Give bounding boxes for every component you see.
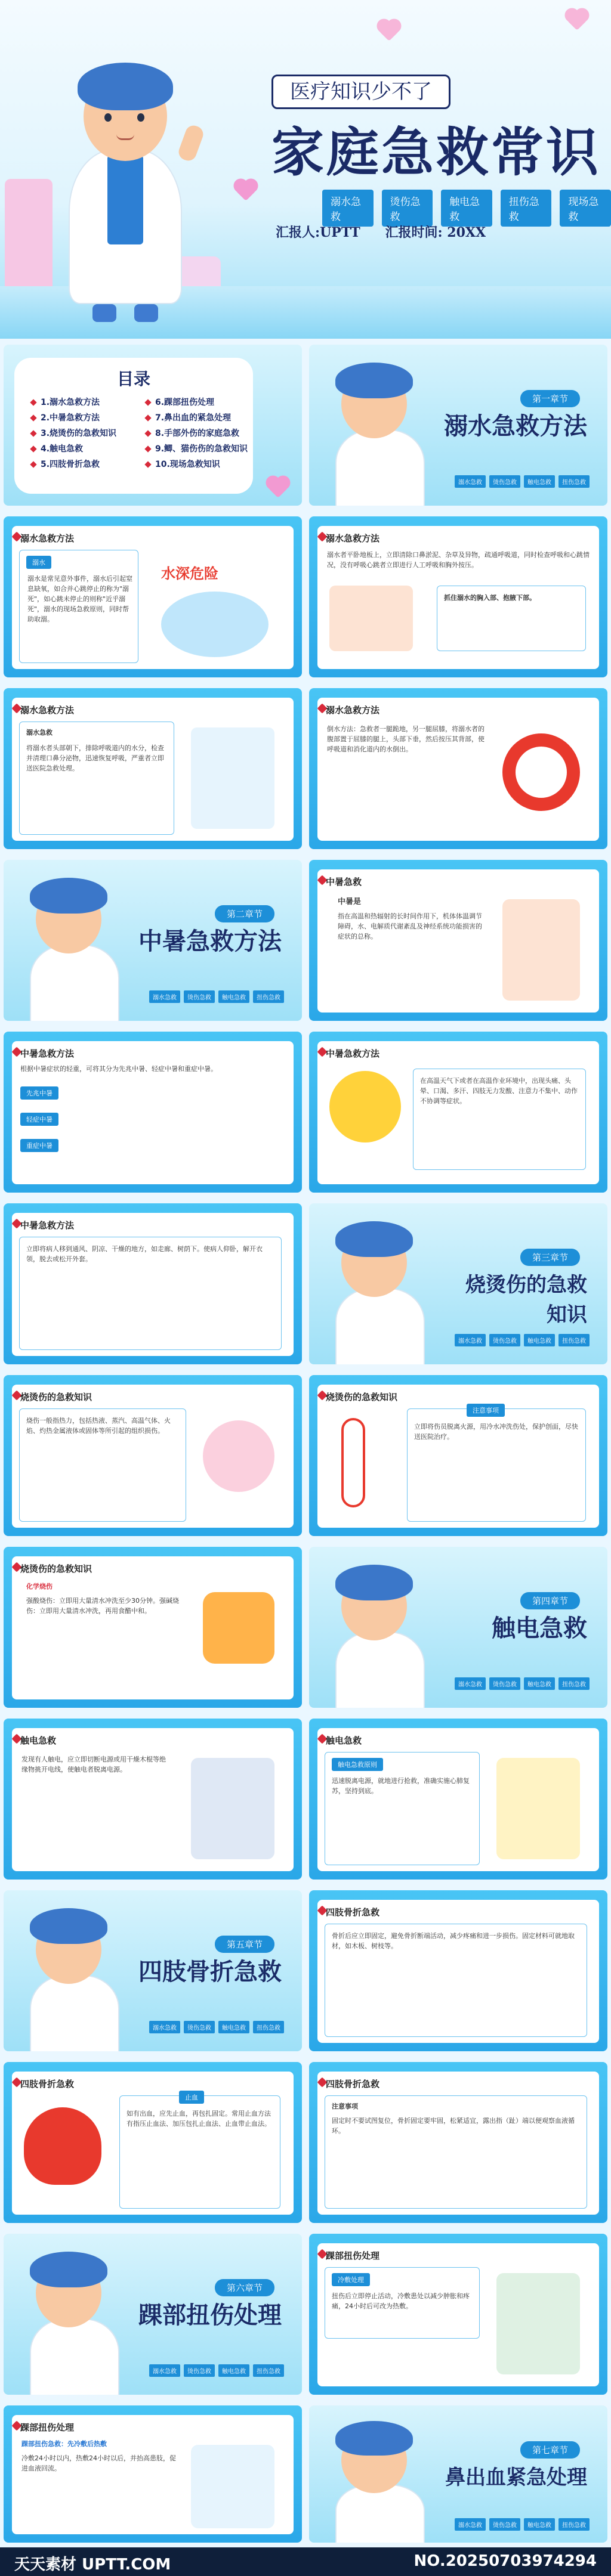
footer-number: NO.20250703974294 <box>413 2552 597 2570</box>
slide-title: 中暑急救方法 <box>326 1048 380 1059</box>
chapter-tag: 扭伤急救 <box>558 1334 590 1346</box>
heart-blood-illustration <box>24 2107 101 2185</box>
chapter-tag: 溺水急救 <box>149 990 180 1003</box>
doctors-illustration <box>191 2445 274 2528</box>
drown-slide-1 <box>4 516 302 677</box>
slide-text: 指在高温和热辐射的长时间作用下，机体体温调节障碍，水、电解质代谢紊乱及神经系统功能损害的症状的总称。 <box>338 912 482 940</box>
chapter-tags <box>455 1334 590 1346</box>
slide-text: 固定时不要试图复位，骨折固定要牢固，松紧适宜，露出指（趾）端以便观察血液循环。 <box>332 2117 575 2135</box>
doctor-illustration <box>12 873 131 1021</box>
slide-title: 踝部扭伤处理 <box>20 2422 75 2433</box>
chapter-tag: 触电急救 <box>218 2021 249 2033</box>
toc-item[interactable]: 10.现场急救知识 <box>146 457 248 472</box>
heart-decoration <box>567 10 587 30</box>
toc-item[interactable]: 1.溺水急救方法 <box>31 395 116 410</box>
toc-title: 目录 <box>116 369 150 389</box>
slide-note: 抓住溺水的胸入部、抱腋下部。 <box>444 594 536 602</box>
burn-slide-2 <box>309 1375 607 1536</box>
slide-label: 注意事项 <box>467 1404 505 1417</box>
chapter-tag: 溺水急救 <box>455 475 486 488</box>
slide-text: 在高温天气下或者在高温作业环境中，出现头痛、头晕、口渴、多汗、四肢无力发酸、注意力不集中、动作不协调等症状。 <box>420 1077 578 1105</box>
reporter: 汇报人:UPTT <box>276 225 360 240</box>
slide-text: 将溺水者头部朝下，排除呼吸道内的水分，检查并清理口鼻分泌物，迅速恢复呼吸，严重者立即送医院急救处理。 <box>26 744 164 772</box>
chapter-tag: 溺水急救 <box>149 2364 180 2377</box>
chapter-tag: 触电急救 <box>524 475 555 488</box>
chapter-tags <box>149 2364 284 2377</box>
heatstroke-illustration <box>502 899 580 1001</box>
chapter-tags <box>149 990 284 1003</box>
chapter-tag: 烫伤急救 <box>489 1677 520 1690</box>
chapter-title: 四肢骨折急救 <box>138 1958 282 1986</box>
chapter-tag: 触电急救 <box>218 2364 249 2377</box>
footer-site: 天天素材 UPTT.COM <box>14 2556 171 2574</box>
heat-slide-3 <box>309 1032 607 1193</box>
slide-text: 立即将伤员脱离火源，用冷水冲洗伤处，保护创面，尽快送医院治疗。 <box>414 1423 578 1441</box>
cover-title: 家庭急救常识 <box>271 121 601 183</box>
slide-title: 踝部扭伤处理 <box>326 2250 380 2261</box>
chapter-tag: 烫伤急救 <box>489 475 520 488</box>
chapter-1-slide <box>309 345 607 506</box>
heat-slide-4 <box>4 1203 302 1364</box>
drown-slide-2 <box>309 516 607 677</box>
watermark-footer <box>0 2547 611 2576</box>
slide-label: 止血 <box>179 2091 204 2104</box>
slide-text: 发现有人触电，应立即切断电源或用干燥木棍等绝缘物挑开电线，使触电者脱离电源。 <box>21 1755 166 1773</box>
chapter-title: 烧烫伤的急救知识 <box>465 1273 587 1327</box>
chapter-tag: 扭伤急救 <box>253 2021 284 2033</box>
cover-tag: 现场急救 <box>560 190 611 227</box>
chapter-badge: 第二章节 <box>215 905 274 922</box>
chapter-tag: 烫伤急救 <box>184 990 215 1003</box>
slide-title: 溺水急救方法 <box>326 533 380 544</box>
slide-text: 溺水是常见意外事件，溺水后引起窒息缺氧，如合并心跳停止的称为"溺死"，如心跳未停止的则称"近乎溺死"，溺水的现场急救原则，同时帮助取溺。 <box>27 575 132 623</box>
doctor-illustration <box>317 1216 437 1364</box>
drown-slide-3 <box>4 688 302 849</box>
chapter-tags <box>149 2021 284 2033</box>
slide-label: 溺水 <box>26 556 51 569</box>
ankle-illustration <box>496 2273 580 2374</box>
toc-item[interactable]: 9.鲫、猫伤伤的急救知识 <box>146 441 248 457</box>
slide-text: 强酸烧伤：立即用大量清水冲洗至少30分钟。强碱烧伤：立即用大量清水冲洗，再用食醋中和。 <box>26 1597 179 1615</box>
chapter-badge: 第四章节 <box>520 1592 580 1609</box>
slide-text: 如有出血，应先止血，再包扎固定。常用止血方法有指压止血法、加压包扎止血法、止血带止血法。 <box>126 2110 271 2128</box>
chapter-tag: 触电急救 <box>524 1677 555 1690</box>
chapter-tag: 扭伤急救 <box>558 2518 590 2531</box>
slide-subhead: 注意事项 <box>332 2103 358 2110</box>
heat-slide-1 <box>309 860 607 1021</box>
chapter-tag: 溺水急救 <box>455 2518 486 2531</box>
chapter-7-slide <box>309 2405 607 2543</box>
doctor-illustration <box>317 358 437 506</box>
slide-text: 骨折后应立即固定，避免骨折断端活动，减少疼痛和进一步损伤。固定材料可就地取材，如木板、树枝等。 <box>332 1932 575 1950</box>
chapter-title: 踝部扭伤处理 <box>138 2301 282 2329</box>
cover-tag: 触电急救 <box>441 190 492 227</box>
chapter-3-slide <box>309 1203 607 1364</box>
chapter-tag: 烫伤急救 <box>489 1334 520 1346</box>
cover-tag: 烫伤急救 <box>382 190 433 227</box>
slide-text: 冷敷24小时以内，热敷24小时以后，并抬高患肢，促进血液回流。 <box>21 2454 176 2472</box>
toc-item[interactable]: 5.四肢骨折急救 <box>31 457 116 472</box>
chapter-tag: 扭伤急救 <box>558 475 590 488</box>
severity-label: 重症中暑 <box>20 1139 58 1152</box>
slide-title: 中暑急救 <box>326 877 362 887</box>
swimmer-illustration <box>161 592 269 657</box>
burn-slide-3 <box>4 1547 302 1708</box>
chapter-title: 鼻出血紧急处理 <box>445 2466 587 2490</box>
toc-slide <box>4 345 302 506</box>
doctor-illustration <box>317 2419 437 2543</box>
chapter-tag: 溺水急救 <box>149 2021 180 2033</box>
drown-slide-4 <box>309 688 607 849</box>
doctor-illustration <box>12 1903 131 2051</box>
toc-item[interactable]: 7.鼻出血的紧急处理 <box>146 410 248 426</box>
elec-slide-2 <box>309 1719 607 1880</box>
toc-list-left <box>31 395 116 472</box>
cover-tag: 扭伤急救 <box>501 190 552 227</box>
rescue-illustration <box>329 586 413 651</box>
thermometer-icon <box>341 1418 365 1507</box>
toc-item[interactable]: 6.踝部扭伤处理 <box>146 395 248 410</box>
slide-label: 触电急救原则 <box>332 1758 383 1771</box>
chapter-badge: 第六章节 <box>215 2279 274 2296</box>
slide-title: 四肢骨折急救 <box>326 2079 380 2089</box>
chapter-tag: 烫伤急救 <box>184 2021 215 2033</box>
chapter-4-slide <box>309 1547 607 1708</box>
chapter-tag: 触电急救 <box>218 990 249 1003</box>
toc-list-right <box>146 395 248 472</box>
cover-tag: 溺水急救 <box>322 190 374 227</box>
chapter-tag: 扭伤急救 <box>253 990 284 1003</box>
heart-decoration <box>268 478 288 498</box>
chapter-tag: 烫伤急救 <box>184 2364 215 2377</box>
slide-text: 烧伤一般指热力，包括热液、蒸汽、高温气体、火焰、灼热金属液体或固体等所引起的组织损伤。 <box>26 1417 171 1435</box>
slide-text: 立即将病人移到通风、阴凉、干燥的地方，如走廊、树荫下。使病人仰卧，解开衣领，脱去或松开外套。 <box>26 1245 263 1263</box>
chapter-2-slide <box>4 860 302 1021</box>
chapter-tag: 烫伤急救 <box>489 2518 520 2531</box>
chapter-title: 中暑急救方法 <box>138 927 282 955</box>
burn-illustration <box>203 1420 274 1492</box>
slide-text: 根据中暑症状的轻重，可将其分为先兆中暑、轻症中暑和重症中暑。 <box>20 1065 217 1073</box>
slide-text: 迅速脱离电源，就地进行抢救，准确实施心肺复苏，坚持到底。 <box>332 1777 470 1795</box>
chapter-badge: 第七章节 <box>520 2441 580 2459</box>
cover-slide <box>0 0 611 339</box>
heart-decoration <box>379 21 399 41</box>
slide-title: 溺水急救方法 <box>326 705 380 716</box>
chapter-tag: 溺水急救 <box>455 1677 486 1690</box>
ankle-slide-1 <box>309 2234 607 2395</box>
doctor-illustration <box>36 60 215 322</box>
slide-title: 四肢骨折急救 <box>20 2079 75 2089</box>
chapter-title: 溺水急救方法 <box>444 412 587 440</box>
slide-text: 倒水方法：急救者一腿跪地，另一腿屈膝，将溺水者的腹部置于屈膝的腿上，头部下垂，然后按压其背部，使呼吸道和消化道内的水倒出。 <box>327 725 485 753</box>
toc-item[interactable]: 3.烧烫伤的急救知识 <box>31 426 116 441</box>
doctor-illustration <box>317 1560 437 1708</box>
danger-badge: 水深危险 <box>161 565 218 582</box>
frac-slide-1 <box>309 1890 607 2051</box>
cover-meta <box>276 222 506 241</box>
slide-title: 中暑急救方法 <box>20 1048 75 1059</box>
chapter-6-slide <box>4 2234 302 2395</box>
shock-illustration <box>496 1758 580 1859</box>
slide-title: 溺水急救方法 <box>20 705 75 716</box>
slide-title: 溺水急救方法 <box>20 533 75 544</box>
slide-text: 溺水者平卧地板上，立即清除口鼻淤泥、杂草及异物，疏通呼吸道，同时检查呼吸和心跳情况，没有呼吸心跳者立即进行人工呼吸和胸外按压。 <box>327 551 590 569</box>
chapter-badge: 第三章节 <box>520 1249 580 1266</box>
slide-title: 触电急救 <box>326 1735 362 1746</box>
frac-slide-2 <box>4 2062 302 2223</box>
chapter-badge: 第五章节 <box>215 1936 274 1953</box>
lifebuoy-illustration <box>502 733 580 811</box>
report-time: 汇报时间: 20XX <box>385 225 486 240</box>
slide-title: 烧烫伤的急救知识 <box>326 1392 398 1402</box>
electric-illustration <box>191 1758 274 1859</box>
slide-title: 烧烫伤的急救知识 <box>20 1563 92 1574</box>
toc-item[interactable]: 4.触电急救 <box>31 441 116 457</box>
elec-slide-1 <box>4 1719 302 1880</box>
chapter-badge: 第一章节 <box>520 390 580 407</box>
steps-illustration <box>191 727 274 829</box>
chapter-tag: 触电急救 <box>524 1334 555 1346</box>
chapter-tags <box>455 1677 590 1690</box>
chapter-title: 触电急救 <box>492 1614 587 1642</box>
chapter-tags <box>455 475 590 488</box>
chapter-tag: 触电急救 <box>524 2518 555 2531</box>
severity-label: 先兆中暑 <box>20 1086 58 1100</box>
doctor-illustration <box>12 2247 131 2395</box>
ankle-slide-2 <box>4 2405 302 2543</box>
heart-decoration <box>236 181 256 201</box>
cover-subtitle: 医疗知识少不了 <box>290 80 432 104</box>
chapter-tag: 扭伤急救 <box>558 1677 590 1690</box>
slide-label: 冷敷处理 <box>332 2273 370 2286</box>
slide-text: 扭伤后立即停止活动，冷敷患处以减少肿胀和疼痛，24小时后可改为热敷。 <box>332 2292 470 2310</box>
slide-subhead: 化学烧伤 <box>26 1583 53 1590</box>
slide-subhead: 中暑是 <box>338 897 362 906</box>
toc-item[interactable]: 2.中暑急救方法 <box>31 410 116 426</box>
frac-slide-3 <box>309 2062 607 2223</box>
toc-item[interactable]: 8.手部外伤的家庭急救 <box>146 426 248 441</box>
cover-tags <box>322 190 611 227</box>
toc-card <box>14 358 253 494</box>
chapter-tag: 扭伤急救 <box>253 2364 284 2377</box>
severity-label: 轻症中暑 <box>20 1113 58 1126</box>
slide-title: 触电急救 <box>20 1735 57 1746</box>
summer-illustration <box>203 1592 274 1664</box>
slide-title: 中暑急救方法 <box>20 1220 75 1231</box>
slide-subhead: 溺水急救 <box>26 729 53 736</box>
chapter-tag: 溺水急救 <box>455 1334 486 1346</box>
sun-illustration <box>329 1071 401 1143</box>
heat-slide-2 <box>4 1032 302 1193</box>
burn-slide-1 <box>4 1375 302 1536</box>
slide-subhead: 踝部扭伤急救：先冷敷后热敷 <box>21 2440 107 2448</box>
chapter-5-slide <box>4 1890 302 2051</box>
slide-title: 烧烫伤的急救知识 <box>20 1392 92 1402</box>
slide-title: 四肢骨折急救 <box>326 1907 380 1918</box>
chapter-tags <box>455 2518 590 2531</box>
